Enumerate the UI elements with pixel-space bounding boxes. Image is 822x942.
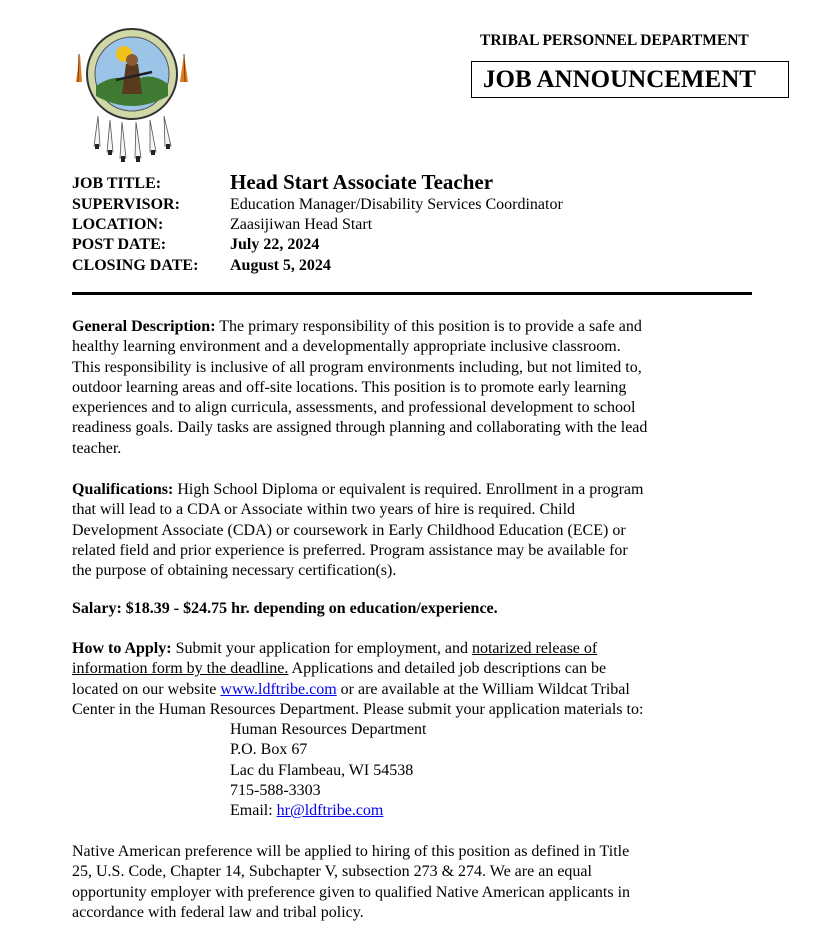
general-line: readiness goals. Daily tasks are assigned through planning and collaborating with the lead: [72, 419, 648, 437]
post-date-label: POST DATE:: [72, 236, 167, 253]
general-line: healthy learning environment and a developmentally appropriate inclusive classroom.: [72, 338, 621, 356]
feather-icon: [76, 54, 82, 82]
closing-date-label: CLOSING DATE:: [72, 257, 199, 274]
apply-text: Center in the Human Resources Department. Please submit your application materials to:: [72, 700, 644, 718]
location-label: LOCATION:: [72, 216, 164, 233]
general-line: teacher.: [72, 439, 122, 457]
deadline-text: information form by the deadline.: [72, 660, 289, 678]
general-line: outdoor learning areas and off-site locations. This position is to promote early learning: [72, 378, 627, 396]
feather-icon: [180, 54, 188, 82]
preference-statement: [72, 842, 722, 923]
qualifications-heading: Qualifications:: [72, 481, 174, 498]
qualifications-line: the purpose of obtaining necessary certification(s).: [72, 562, 397, 580]
job-title-label: JOB TITLE:: [72, 175, 162, 192]
qualifications: [72, 480, 722, 581]
qualifications-line: related field and prior experience is preferred. Program assistance may be available for: [72, 541, 628, 559]
address-line: Lac du Flambeau, WI 54538: [230, 761, 414, 779]
general-line: experiences and to align curricula, assessments, and professional development to school: [72, 399, 636, 417]
apply-text: located on our website: [72, 680, 221, 698]
department-name: TRIBAL PERSONNEL DEPARTMENT: [480, 32, 749, 49]
apply-text: Applications and detailed job descriptions can be: [288, 660, 607, 678]
post-date-value: July 22, 2024: [230, 236, 320, 253]
mailing-address: [230, 720, 426, 821]
qualifications-line: that will lead to a CDA or Associate within two years of hire is required. Child: [72, 501, 576, 519]
general-line: This responsibility is inclusive of all program environments including, but not limited to,: [72, 358, 642, 376]
preference-line: accordance with federal law and tribal policy.: [72, 903, 364, 921]
tribal-seal-logo: [76, 24, 188, 164]
address-line: P.O. Box 67: [230, 741, 308, 759]
job-title: Head Start Associate Teacher: [230, 170, 494, 194]
divider: [72, 292, 752, 295]
qualifications-line: High School Diploma or equivalent is required. Enrollment in a program: [173, 481, 644, 498]
phone-number: 715-588-3303: [230, 781, 321, 799]
general-description: [72, 317, 722, 459]
apply-text: or are available at the William Wildcat Tribal: [336, 680, 630, 698]
notarized-release-text: notarized release of: [471, 640, 598, 657]
preference-line: 25, U.S. Code, Chapter 14, Subchapter V, subsection 273 & 274. We are an equal: [72, 863, 592, 881]
supervisor-label: SUPERVISOR:: [72, 196, 180, 213]
closing-date-value: August 5, 2024: [230, 257, 331, 274]
address-line: Human Resources Department: [230, 721, 427, 738]
apply-text: Submit your application for employment, and: [171, 640, 472, 657]
email-link[interactable]: hr@ldftribe.com: [276, 802, 384, 820]
apply-heading: How to Apply:: [72, 640, 172, 657]
salary: Salary: $18.39 - $24.75 hr. depending on education/experience.: [72, 600, 498, 617]
general-heading: General Description:: [72, 318, 216, 335]
location-value: Zaasijiwan Head Start: [230, 216, 373, 233]
how-to-apply: [72, 639, 722, 720]
email-label: Email:: [230, 802, 277, 820]
qualifications-line: Development Associate (CDA) or coursework in Early Childhood Education (ECE) or: [72, 521, 626, 539]
preference-line: Native American preference will be applied to hiring of this position as defined in Title: [72, 843, 630, 860]
general-line: The primary responsibility of this position is to provide a safe and: [215, 318, 642, 335]
supervisor-value: Education Manager/Disability Services Coordinator: [230, 196, 563, 213]
announcement-box: JOB ANNOUNCEMENT: [471, 61, 789, 98]
website-link[interactable]: www.ldftribe.com: [220, 680, 337, 698]
preference-line: opportunity employer with preference given to qualified Native American applicants in: [72, 883, 631, 901]
